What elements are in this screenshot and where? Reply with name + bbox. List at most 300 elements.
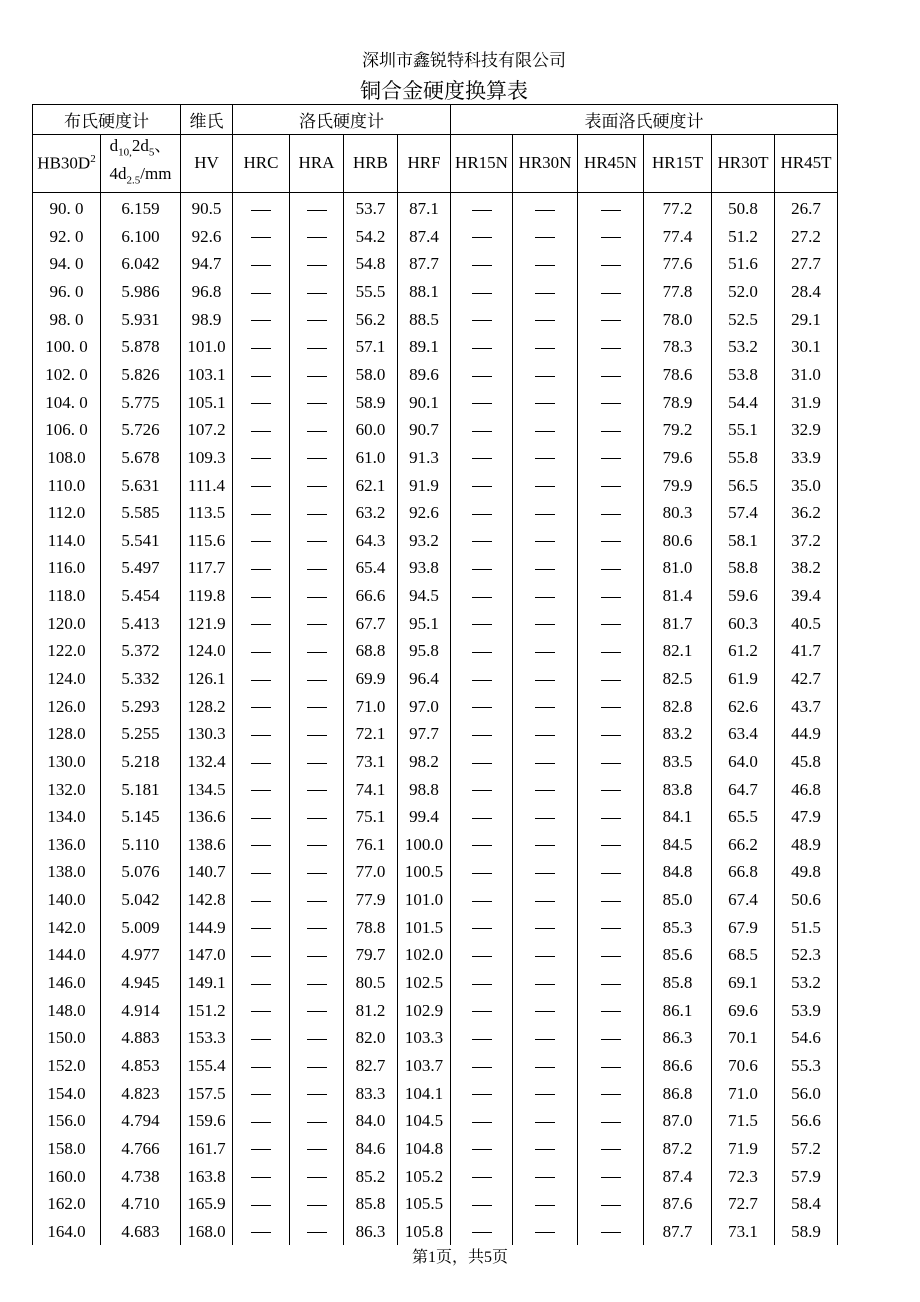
cell-hv: 119.8 bbox=[181, 582, 233, 610]
cell-hv: 161.7 bbox=[181, 1135, 233, 1163]
d-line1-c: 、 bbox=[154, 136, 172, 155]
cell-hrb: 57.1 bbox=[344, 333, 398, 361]
cell-hv: 101.0 bbox=[181, 333, 233, 361]
cell-d: 4.914 bbox=[101, 996, 181, 1024]
cell-hb: 114.0 bbox=[33, 526, 101, 554]
cell-hrf: 98.2 bbox=[398, 748, 451, 776]
dash-mark bbox=[472, 735, 492, 736]
cell-hr30t: 64.7 bbox=[712, 775, 775, 803]
cell-hrc-empty bbox=[233, 637, 290, 665]
cell-hra-empty bbox=[290, 1079, 344, 1107]
cell-hrb: 72.1 bbox=[344, 720, 398, 748]
dash-mark bbox=[472, 1011, 492, 1012]
cell-hrc-empty bbox=[233, 305, 290, 333]
cell-hr45n-empty bbox=[578, 250, 644, 278]
cell-d: 5.454 bbox=[101, 582, 181, 610]
d-line1-b: 2d bbox=[131, 136, 149, 155]
cell-hrb: 82.0 bbox=[344, 1024, 398, 1052]
cell-hb: 122.0 bbox=[33, 637, 101, 665]
cell-hv: 113.5 bbox=[181, 499, 233, 527]
cell-hr30n-empty bbox=[513, 361, 578, 389]
cell-hr15t: 82.1 bbox=[644, 637, 712, 665]
cell-hrf: 91.3 bbox=[398, 444, 451, 472]
cell-hr30n-empty bbox=[513, 444, 578, 472]
cell-hr15n-empty bbox=[451, 305, 513, 333]
cell-hr30n-empty bbox=[513, 775, 578, 803]
cell-d: 4.683 bbox=[101, 1217, 181, 1245]
cell-hr45n-empty bbox=[578, 388, 644, 416]
col-header-hrf: HRF bbox=[398, 135, 451, 193]
cell-hr15t: 80.6 bbox=[644, 526, 712, 554]
cell-hra-empty bbox=[290, 388, 344, 416]
dash-mark bbox=[251, 431, 271, 432]
cell-hb: 136.0 bbox=[33, 831, 101, 859]
cell-d: 5.497 bbox=[101, 554, 181, 582]
dash-mark bbox=[472, 1205, 492, 1206]
col-header-hra: HRA bbox=[290, 135, 344, 193]
cell-hra-empty bbox=[290, 692, 344, 720]
dash-mark bbox=[307, 514, 327, 515]
cell-hrc-empty bbox=[233, 1162, 290, 1190]
cell-hrf: 104.8 bbox=[398, 1135, 451, 1163]
cell-hrf: 105.2 bbox=[398, 1162, 451, 1190]
dash-mark bbox=[535, 486, 555, 487]
cell-hr15n-empty bbox=[451, 1107, 513, 1135]
cell-hr45n-empty bbox=[578, 1024, 644, 1052]
dash-mark bbox=[535, 873, 555, 874]
dash-mark bbox=[535, 1149, 555, 1150]
cell-hr15t: 85.3 bbox=[644, 913, 712, 941]
dash-mark bbox=[535, 1039, 555, 1040]
col-header-hr30n: HR30N bbox=[513, 135, 578, 193]
cell-hb: 132.0 bbox=[33, 775, 101, 803]
cell-hra-empty bbox=[290, 1135, 344, 1163]
cell-hr15t: 83.2 bbox=[644, 720, 712, 748]
dash-mark bbox=[535, 1122, 555, 1123]
table-row bbox=[33, 831, 838, 859]
cell-hr15t: 79.2 bbox=[644, 416, 712, 444]
cell-hv: 165.9 bbox=[181, 1190, 233, 1218]
cell-hra-empty bbox=[290, 941, 344, 969]
cell-hr15n-empty bbox=[451, 1190, 513, 1218]
dash-mark bbox=[535, 458, 555, 459]
cell-hr45t: 46.8 bbox=[775, 775, 838, 803]
dash-mark bbox=[472, 376, 492, 377]
cell-hr15n-empty bbox=[451, 444, 513, 472]
cell-hb: 116.0 bbox=[33, 554, 101, 582]
dash-mark bbox=[307, 1149, 327, 1150]
table-row bbox=[33, 499, 838, 527]
cell-hr15n-empty bbox=[451, 250, 513, 278]
dash-mark bbox=[535, 1232, 555, 1233]
col-header-indent-diameter bbox=[101, 135, 181, 193]
cell-hrb: 86.3 bbox=[344, 1217, 398, 1245]
dash-mark bbox=[251, 652, 271, 653]
cell-hra-empty bbox=[290, 444, 344, 472]
cell-hr15t: 85.8 bbox=[644, 969, 712, 997]
cell-d: 4.853 bbox=[101, 1052, 181, 1080]
cell-hr30t: 60.3 bbox=[712, 609, 775, 637]
dash-mark bbox=[535, 1177, 555, 1178]
cell-d: 5.775 bbox=[101, 388, 181, 416]
dash-mark bbox=[307, 569, 327, 570]
cell-hv: 134.5 bbox=[181, 775, 233, 803]
cell-hr30t: 58.8 bbox=[712, 554, 775, 582]
cell-hrc-empty bbox=[233, 913, 290, 941]
dash-mark bbox=[307, 680, 327, 681]
cell-hv: 168.0 bbox=[181, 1217, 233, 1245]
cell-hr30n-empty bbox=[513, 831, 578, 859]
cell-hrc-empty bbox=[233, 886, 290, 914]
dash-mark bbox=[601, 320, 621, 321]
cell-hra-empty bbox=[290, 499, 344, 527]
cell-hr45n-empty bbox=[578, 969, 644, 997]
cell-hra-empty bbox=[290, 1052, 344, 1080]
cell-hrc-empty bbox=[233, 1079, 290, 1107]
cell-hrc-empty bbox=[233, 969, 290, 997]
cell-hrf: 93.2 bbox=[398, 526, 451, 554]
dash-mark bbox=[472, 928, 492, 929]
cell-hr30t: 54.4 bbox=[712, 388, 775, 416]
cell-hrf: 104.1 bbox=[398, 1079, 451, 1107]
cell-hr30n-empty bbox=[513, 416, 578, 444]
cell-hr45n-empty bbox=[578, 333, 644, 361]
cell-hr30n-empty bbox=[513, 665, 578, 693]
table-row bbox=[33, 582, 838, 610]
cell-d: 5.413 bbox=[101, 609, 181, 637]
dash-mark bbox=[601, 735, 621, 736]
cell-hb: 90. 0 bbox=[33, 192, 101, 222]
cell-hr30t: 61.9 bbox=[712, 665, 775, 693]
cell-hr45n-empty bbox=[578, 1052, 644, 1080]
cell-hrf: 90.7 bbox=[398, 416, 451, 444]
table-row bbox=[33, 250, 838, 278]
cell-hv: 115.6 bbox=[181, 526, 233, 554]
cell-hr30n-empty bbox=[513, 1024, 578, 1052]
cell-hr45t: 53.9 bbox=[775, 996, 838, 1024]
cell-hb: 130.0 bbox=[33, 748, 101, 776]
cell-hrb: 55.5 bbox=[344, 278, 398, 306]
cell-hr45t: 30.1 bbox=[775, 333, 838, 361]
d-line2-b: /mm bbox=[140, 164, 172, 184]
cell-hrf: 102.0 bbox=[398, 941, 451, 969]
cell-hr30t: 55.1 bbox=[712, 416, 775, 444]
dash-mark bbox=[601, 624, 621, 625]
dash-mark bbox=[535, 237, 555, 238]
cell-hr15n-empty bbox=[451, 913, 513, 941]
dash-mark bbox=[251, 597, 271, 598]
cell-hb: 110.0 bbox=[33, 471, 101, 499]
cell-hr30t: 63.4 bbox=[712, 720, 775, 748]
cell-hr15t: 87.7 bbox=[644, 1217, 712, 1245]
table-row bbox=[33, 858, 838, 886]
cell-hrc-empty bbox=[233, 471, 290, 499]
cell-hrf: 95.8 bbox=[398, 637, 451, 665]
cell-hr45t: 26.7 bbox=[775, 192, 838, 222]
cell-hr15t: 81.4 bbox=[644, 582, 712, 610]
dash-mark bbox=[472, 818, 492, 819]
dash-mark bbox=[307, 956, 327, 957]
cell-hr30n-empty bbox=[513, 499, 578, 527]
cell-hb: 92. 0 bbox=[33, 222, 101, 250]
cell-d: 4.945 bbox=[101, 969, 181, 997]
cell-hr15t: 86.8 bbox=[644, 1079, 712, 1107]
cell-d: 5.726 bbox=[101, 416, 181, 444]
cell-hrc-empty bbox=[233, 831, 290, 859]
cell-hr45t: 29.1 bbox=[775, 305, 838, 333]
cell-hr15t: 85.6 bbox=[644, 941, 712, 969]
dash-mark bbox=[251, 1039, 271, 1040]
cell-hra-empty bbox=[290, 582, 344, 610]
cell-hv: 124.0 bbox=[181, 637, 233, 665]
cell-hrb: 83.3 bbox=[344, 1079, 398, 1107]
cell-hr15t: 87.2 bbox=[644, 1135, 712, 1163]
cell-hrc-empty bbox=[233, 278, 290, 306]
cell-hr30n-empty bbox=[513, 305, 578, 333]
cell-hrf: 103.3 bbox=[398, 1024, 451, 1052]
cell-hrf: 89.1 bbox=[398, 333, 451, 361]
dash-mark bbox=[535, 265, 555, 266]
cell-hb: 126.0 bbox=[33, 692, 101, 720]
dash-mark bbox=[472, 210, 492, 211]
dash-mark bbox=[307, 265, 327, 266]
cell-hr15n-empty bbox=[451, 637, 513, 665]
dash-mark bbox=[601, 541, 621, 542]
cell-hrf: 89.6 bbox=[398, 361, 451, 389]
cell-hb: 100. 0 bbox=[33, 333, 101, 361]
cell-d: 4.823 bbox=[101, 1079, 181, 1107]
table-row bbox=[33, 720, 838, 748]
cell-hv: 126.1 bbox=[181, 665, 233, 693]
cell-hrb: 85.8 bbox=[344, 1190, 398, 1218]
dash-mark bbox=[601, 569, 621, 570]
table-row bbox=[33, 1162, 838, 1190]
cell-hrb: 67.7 bbox=[344, 609, 398, 637]
cell-hr45n-empty bbox=[578, 1079, 644, 1107]
cell-hr30t: 64.0 bbox=[712, 748, 775, 776]
cell-hr15n-empty bbox=[451, 471, 513, 499]
dash-mark bbox=[251, 237, 271, 238]
cell-hr45n-empty bbox=[578, 775, 644, 803]
cell-d: 5.181 bbox=[101, 775, 181, 803]
cell-hr15t: 78.6 bbox=[644, 361, 712, 389]
cell-hr45n-empty bbox=[578, 692, 644, 720]
cell-hv: 151.2 bbox=[181, 996, 233, 1024]
cell-hr45n-empty bbox=[578, 748, 644, 776]
cell-hrc-empty bbox=[233, 803, 290, 831]
cell-hr30n-empty bbox=[513, 692, 578, 720]
dash-mark bbox=[472, 431, 492, 432]
cell-hrb: 63.2 bbox=[344, 499, 398, 527]
cell-hr15n-empty bbox=[451, 803, 513, 831]
cell-hrb: 77.9 bbox=[344, 886, 398, 914]
cell-hv: 130.3 bbox=[181, 720, 233, 748]
cell-hv: 92.6 bbox=[181, 222, 233, 250]
cell-d: 6.042 bbox=[101, 250, 181, 278]
dash-mark bbox=[601, 652, 621, 653]
cell-hr15n-empty bbox=[451, 748, 513, 776]
cell-hrc-empty bbox=[233, 1024, 290, 1052]
dash-mark bbox=[251, 1205, 271, 1206]
cell-hr15n-empty bbox=[451, 222, 513, 250]
cell-hr15t: 78.9 bbox=[644, 388, 712, 416]
cell-hb: 120.0 bbox=[33, 609, 101, 637]
dash-mark bbox=[251, 569, 271, 570]
cell-hr45t: 56.0 bbox=[775, 1079, 838, 1107]
cell-hrf: 102.5 bbox=[398, 969, 451, 997]
table-row bbox=[33, 665, 838, 693]
cell-hr15n-empty bbox=[451, 775, 513, 803]
dash-mark bbox=[601, 1067, 621, 1068]
cell-hrb: 53.7 bbox=[344, 192, 398, 222]
d-line1-a: d bbox=[109, 136, 119, 155]
cell-hr45n-empty bbox=[578, 192, 644, 222]
cell-hr45t: 31.9 bbox=[775, 388, 838, 416]
cell-hrc-empty bbox=[233, 333, 290, 361]
cell-hv: 138.6 bbox=[181, 831, 233, 859]
dash-mark bbox=[472, 458, 492, 459]
group-header-superficial-rockwell: 表面洛氏硬度计 bbox=[451, 105, 838, 135]
cell-hr30n-empty bbox=[513, 996, 578, 1024]
cell-hr45n-empty bbox=[578, 278, 644, 306]
dash-mark bbox=[535, 293, 555, 294]
cell-hr15n-empty bbox=[451, 609, 513, 637]
cell-hv: 105.1 bbox=[181, 388, 233, 416]
cell-hr45t: 38.2 bbox=[775, 554, 838, 582]
dash-mark bbox=[307, 1205, 327, 1206]
cell-hb: 142.0 bbox=[33, 913, 101, 941]
cell-hb: 144.0 bbox=[33, 941, 101, 969]
cell-hr30t: 50.8 bbox=[712, 192, 775, 222]
cell-hb: 102. 0 bbox=[33, 361, 101, 389]
d-line1-sub1: 10, bbox=[118, 146, 132, 159]
cell-hr45t: 48.9 bbox=[775, 831, 838, 859]
dash-mark bbox=[535, 541, 555, 542]
cell-hv: 117.7 bbox=[181, 554, 233, 582]
d-line2-sub: 2.5 bbox=[126, 174, 141, 187]
cell-hv: 90.5 bbox=[181, 192, 233, 222]
cell-hra-empty bbox=[290, 333, 344, 361]
cell-hv: 121.9 bbox=[181, 609, 233, 637]
cell-hr15n-empty bbox=[451, 361, 513, 389]
dash-mark bbox=[535, 624, 555, 625]
cell-hr15t: 87.6 bbox=[644, 1190, 712, 1218]
cell-hr30t: 73.1 bbox=[712, 1217, 775, 1245]
cell-hr30n-empty bbox=[513, 388, 578, 416]
dash-mark bbox=[535, 514, 555, 515]
dash-mark bbox=[601, 458, 621, 459]
cell-hb: 138.0 bbox=[33, 858, 101, 886]
cell-hr15n-empty bbox=[451, 858, 513, 886]
dash-mark bbox=[251, 376, 271, 377]
group-header-rockwell: 洛氏硬度计 bbox=[233, 105, 451, 135]
cell-hrc-empty bbox=[233, 748, 290, 776]
cell-hrb: 80.5 bbox=[344, 969, 398, 997]
dash-mark bbox=[601, 1232, 621, 1233]
cell-hb: 148.0 bbox=[33, 996, 101, 1024]
cell-hrb: 56.2 bbox=[344, 305, 398, 333]
dash-mark bbox=[251, 1011, 271, 1012]
cell-hrc-empty bbox=[233, 1135, 290, 1163]
dash-mark bbox=[472, 597, 492, 598]
dash-mark bbox=[601, 1177, 621, 1178]
cell-hr45n-empty bbox=[578, 305, 644, 333]
table-row bbox=[33, 775, 838, 803]
cell-hrf: 87.1 bbox=[398, 192, 451, 222]
cell-d: 5.678 bbox=[101, 444, 181, 472]
dash-mark bbox=[601, 597, 621, 598]
dash-mark bbox=[251, 1067, 271, 1068]
dash-mark bbox=[307, 763, 327, 764]
table-row bbox=[33, 278, 838, 306]
dash-mark bbox=[307, 1011, 327, 1012]
cell-d: 5.293 bbox=[101, 692, 181, 720]
cell-hr15t: 86.1 bbox=[644, 996, 712, 1024]
cell-hr30t: 57.4 bbox=[712, 499, 775, 527]
dash-mark bbox=[472, 901, 492, 902]
cell-hr30t: 56.5 bbox=[712, 471, 775, 499]
cell-hr15t: 81.7 bbox=[644, 609, 712, 637]
cell-hr30n-empty bbox=[513, 1107, 578, 1135]
col-header-hr45t: HR45T bbox=[775, 135, 838, 193]
dash-mark bbox=[307, 1067, 327, 1068]
cell-hrf: 93.8 bbox=[398, 554, 451, 582]
cell-hv: 132.4 bbox=[181, 748, 233, 776]
cell-hra-empty bbox=[290, 222, 344, 250]
cell-hr45t: 57.9 bbox=[775, 1162, 838, 1190]
cell-hr45n-empty bbox=[578, 444, 644, 472]
group-header-brinell: 布氏硬度计 bbox=[33, 105, 181, 135]
cell-hra-empty bbox=[290, 913, 344, 941]
cell-hr30n-empty bbox=[513, 1135, 578, 1163]
cell-hr45t: 27.2 bbox=[775, 222, 838, 250]
cell-hr15t: 77.6 bbox=[644, 250, 712, 278]
cell-hr45n-empty bbox=[578, 720, 644, 748]
cell-hb: 160.0 bbox=[33, 1162, 101, 1190]
cell-hv: 128.2 bbox=[181, 692, 233, 720]
cell-hr15n-empty bbox=[451, 1079, 513, 1107]
cell-hrb: 68.8 bbox=[344, 637, 398, 665]
dash-mark bbox=[601, 928, 621, 929]
dash-mark bbox=[535, 735, 555, 736]
dash-mark bbox=[307, 210, 327, 211]
cell-hr45t: 40.5 bbox=[775, 609, 838, 637]
cell-hr15n-empty bbox=[451, 665, 513, 693]
table-row bbox=[33, 913, 838, 941]
cell-hr30n-empty bbox=[513, 969, 578, 997]
dash-mark bbox=[535, 1011, 555, 1012]
cell-hr15n-empty bbox=[451, 333, 513, 361]
cell-hr45t: 58.9 bbox=[775, 1217, 838, 1245]
cell-hr45n-empty bbox=[578, 1107, 644, 1135]
cell-hb: 118.0 bbox=[33, 582, 101, 610]
col-header-hb-sup: 2 bbox=[90, 153, 96, 166]
cell-hr45t: 45.8 bbox=[775, 748, 838, 776]
dash-mark bbox=[601, 237, 621, 238]
cell-hr30n-empty bbox=[513, 748, 578, 776]
cell-hr30t: 66.2 bbox=[712, 831, 775, 859]
col-header-hr15n: HR15N bbox=[451, 135, 513, 193]
cell-hv: 149.1 bbox=[181, 969, 233, 997]
dash-mark bbox=[472, 1067, 492, 1068]
cell-hb: 164.0 bbox=[33, 1217, 101, 1245]
cell-hv: 147.0 bbox=[181, 941, 233, 969]
cell-hr45t: 57.2 bbox=[775, 1135, 838, 1163]
cell-hb: 112.0 bbox=[33, 499, 101, 527]
dash-mark bbox=[251, 265, 271, 266]
dash-mark bbox=[307, 320, 327, 321]
cell-hb: 98. 0 bbox=[33, 305, 101, 333]
